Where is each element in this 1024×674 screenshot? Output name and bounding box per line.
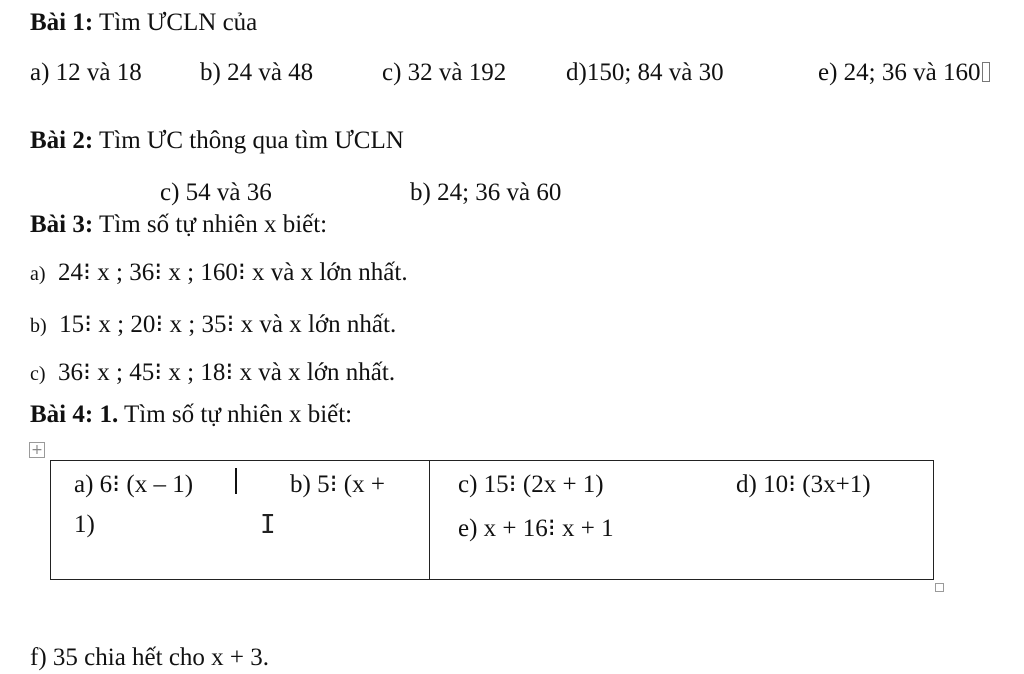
- bai1-heading: [30, 10, 257, 35]
- bai2-item-c: c) 54 và 36: [160, 179, 272, 206]
- bai4-title: Tìm số tự nhiên x biết:: [124, 401, 353, 428]
- table-cell-b: b) 5⁝ (x +: [290, 471, 385, 498]
- bai3-item-a-letter: a): [30, 263, 46, 285]
- table-cell-c: c) 15⁝ (2x + 1): [458, 471, 604, 498]
- bai1-item-d: d)150; 84 và 30: [566, 59, 724, 86]
- bai1-item-b: b) 24 và 48: [200, 59, 314, 86]
- bai3-item-b-text: 15⁝ x ; 20⁝ x ; 35⁝ x và x lớn nhất.: [59, 311, 397, 338]
- bai3-item-b: [30, 312, 396, 337]
- bai3-label: Bài 3:: [30, 211, 94, 238]
- bai1-item-a: a) 12 và 18: [30, 59, 142, 86]
- bai3-item-b-letter: b): [30, 315, 47, 337]
- bai1-label: Bài 1:: [30, 9, 94, 36]
- paragraph-mark-icon: [982, 62, 990, 82]
- table-resize-handle-icon[interactable]: [935, 583, 944, 592]
- bai1-title: Tìm ƯCLN của: [99, 9, 258, 36]
- bai4-label: Bài 4: 1.: [30, 401, 119, 428]
- table-cell-a-line1: a) 6⁝ (x – 1): [74, 471, 194, 498]
- bai2-label: Bài 2:: [30, 127, 94, 154]
- text-cursor-icon: [235, 468, 237, 494]
- bai2-heading: [30, 128, 404, 153]
- bai4-item-f: f) 35 chia hết cho x + 3.: [30, 644, 270, 671]
- bai1-item-e: e) 24; 36 và 160: [818, 59, 981, 86]
- table-cell-e: e) x + 16⁝ x + 1: [458, 515, 614, 542]
- table-cell-a-line2: 1): [74, 511, 95, 538]
- bai3-item-c: [30, 360, 395, 385]
- bai3-title: Tìm số tự nhiên x biết:: [99, 211, 328, 238]
- table-column-divider: [429, 461, 430, 579]
- ibeam-cursor-icon: I: [260, 510, 276, 540]
- move-handle-icon[interactable]: +: [29, 442, 45, 458]
- bai3-item-c-letter: c): [30, 363, 46, 385]
- bai4-heading: [30, 402, 352, 427]
- table-cell-d: d) 10⁝ (3x+1): [736, 471, 871, 498]
- bai3-item-a-text: 24⁝ x ; 36⁝ x ; 160⁝ x và x lớn nhất.: [58, 259, 408, 286]
- bai1-item-c: c) 32 và 192: [382, 59, 507, 86]
- bai1-item-e-wrap: [818, 60, 990, 85]
- bai3-heading: [30, 212, 327, 237]
- bai2-item-b: b) 24; 36 và 60: [410, 179, 562, 206]
- bai2-title: Tìm ƯC thông qua tìm ƯCLN: [99, 127, 404, 154]
- bai3-item-a: [30, 260, 408, 285]
- bai3-item-c-text: 36⁝ x ; 45⁝ x ; 18⁝ x và x lớn nhất.: [58, 359, 396, 386]
